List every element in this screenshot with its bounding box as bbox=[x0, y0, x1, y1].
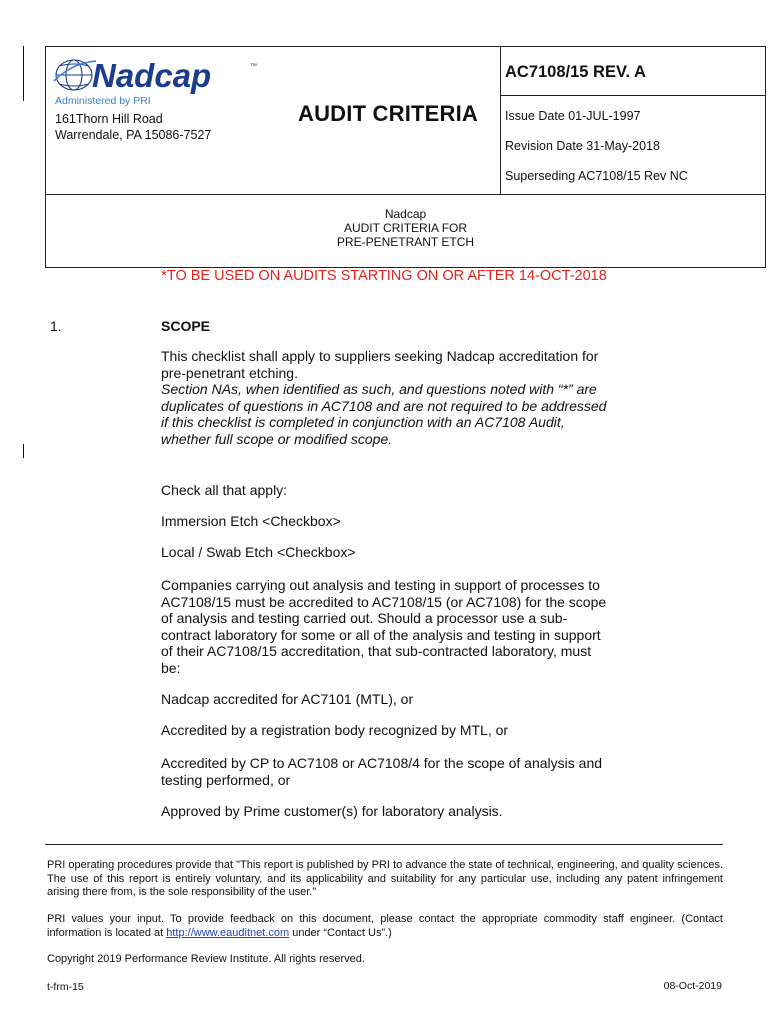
disclaimer-text: PRI operating procedures provide that "This report is published by PRI to advance the state of technical, engineering, and quality sciences. The use of this report is entirely voluntary, and its applicability and suitability for any particular use, including any patent infringement arising there from, is the sole responsibility of the user." bbox=[47, 859, 723, 898]
lab-option-1: Nadcap accredited for AC7101 (MTL), or bbox=[161, 691, 414, 707]
header-top-row bbox=[46, 47, 765, 195]
scope-paragraph: This checklist shall apply to suppliers seeking Nadcap accreditation for pre-penetrant etching. bbox=[161, 348, 599, 381]
feedback-text bbox=[47, 913, 723, 940]
lab-option-3: Accredited by CP to AC7108 or AC7108/4 for the scope of analysis and testing performed, or bbox=[161, 755, 603, 788]
immersion-etch-option: Immersion Etch <Checkbox> bbox=[161, 513, 341, 529]
eauditnet-link[interactable]: http://www.eauditnet.com bbox=[166, 926, 290, 939]
subtitle-line-2: AUDIT CRITERIA FOR bbox=[343, 221, 468, 235]
logo-brand-text: Nadcap bbox=[92, 57, 212, 94]
superseding-note: Superseding AC7108/15 Rev NC bbox=[505, 169, 688, 183]
header-divider bbox=[500, 47, 501, 194]
logo-trademark: ™ bbox=[250, 63, 257, 70]
feedback-text-start: PRI values your input. To provide feedback on this document, please contact the appropriate commodity staff engineer. (Contact information is located at bbox=[47, 913, 723, 939]
change-bar-mid bbox=[23, 444, 24, 458]
feedback-text-end: under “Contact Us”.) bbox=[289, 926, 392, 939]
check-all-label: Check all that apply: bbox=[161, 482, 288, 498]
laboratory-requirement-paragraph: Companies carrying out analysis and testing in support of processes to AC7108/15 must be accredited to AC7108/15 (or AC7108) for the scope of analysis and testing carried out. Should a processor use a sub-contract laboratory for some or all of the analysis and testing in support of their AC7108/15 accreditation, that sub-contracted laboratory, must be: bbox=[161, 577, 607, 676]
subtitle-line-3: PRE-PENETRANT ETCH bbox=[336, 235, 475, 249]
section-number: 1. bbox=[50, 318, 62, 334]
scope-na-note: Section NAs, when identified as such, and questions noted with “*” are duplicates of questions in AC7108 and are not required to be addressed if this checklist is completed in conjunction with an AC7108 Audit, whether full scope or modified scope. bbox=[161, 381, 607, 447]
document-header bbox=[45, 46, 766, 268]
copyright-text: Copyright 2019 Performance Review Institute. All rights reserved. bbox=[47, 953, 365, 965]
address-line-2: Warrendale, PA 15086-7527 bbox=[55, 128, 212, 142]
header-subtitle bbox=[46, 195, 765, 249]
lab-option-4: Approved by Prime customer(s) for laboratory analysis. bbox=[161, 803, 503, 819]
address-line-1: 161Thorn Hill Road bbox=[55, 112, 163, 126]
document-number: AC7108/15 REV. A bbox=[505, 63, 646, 81]
audit-start-notice: *TO BE USED ON AUDITS STARTING ON OR AFTER 14-OCT-2018 bbox=[161, 268, 607, 284]
change-bar-top bbox=[23, 46, 24, 101]
lab-option-2: Accredited by a registration body recognized by MTL, or bbox=[161, 722, 509, 738]
globe-icon bbox=[54, 60, 96, 90]
document-title: AUDIT CRITERIA bbox=[298, 101, 479, 126]
nadcap-logo bbox=[52, 55, 272, 111]
date-block bbox=[505, 101, 688, 191]
revision-date: Revision Date 31-May-2018 bbox=[505, 139, 660, 153]
address-block bbox=[55, 111, 211, 143]
form-date: 08-Oct-2019 bbox=[663, 980, 722, 992]
footer-rule bbox=[45, 844, 723, 845]
form-id: t-frm-15 bbox=[47, 981, 84, 993]
doc-number-rule bbox=[501, 95, 766, 96]
logo-tagline: Administered by PRI bbox=[55, 95, 151, 107]
swab-etch-option: Local / Swab Etch <Checkbox> bbox=[161, 544, 356, 560]
section-title: SCOPE bbox=[161, 318, 211, 334]
issue-date: Issue Date 01-JUL-1997 bbox=[505, 109, 641, 123]
subtitle-line-1: Nadcap bbox=[384, 207, 427, 221]
